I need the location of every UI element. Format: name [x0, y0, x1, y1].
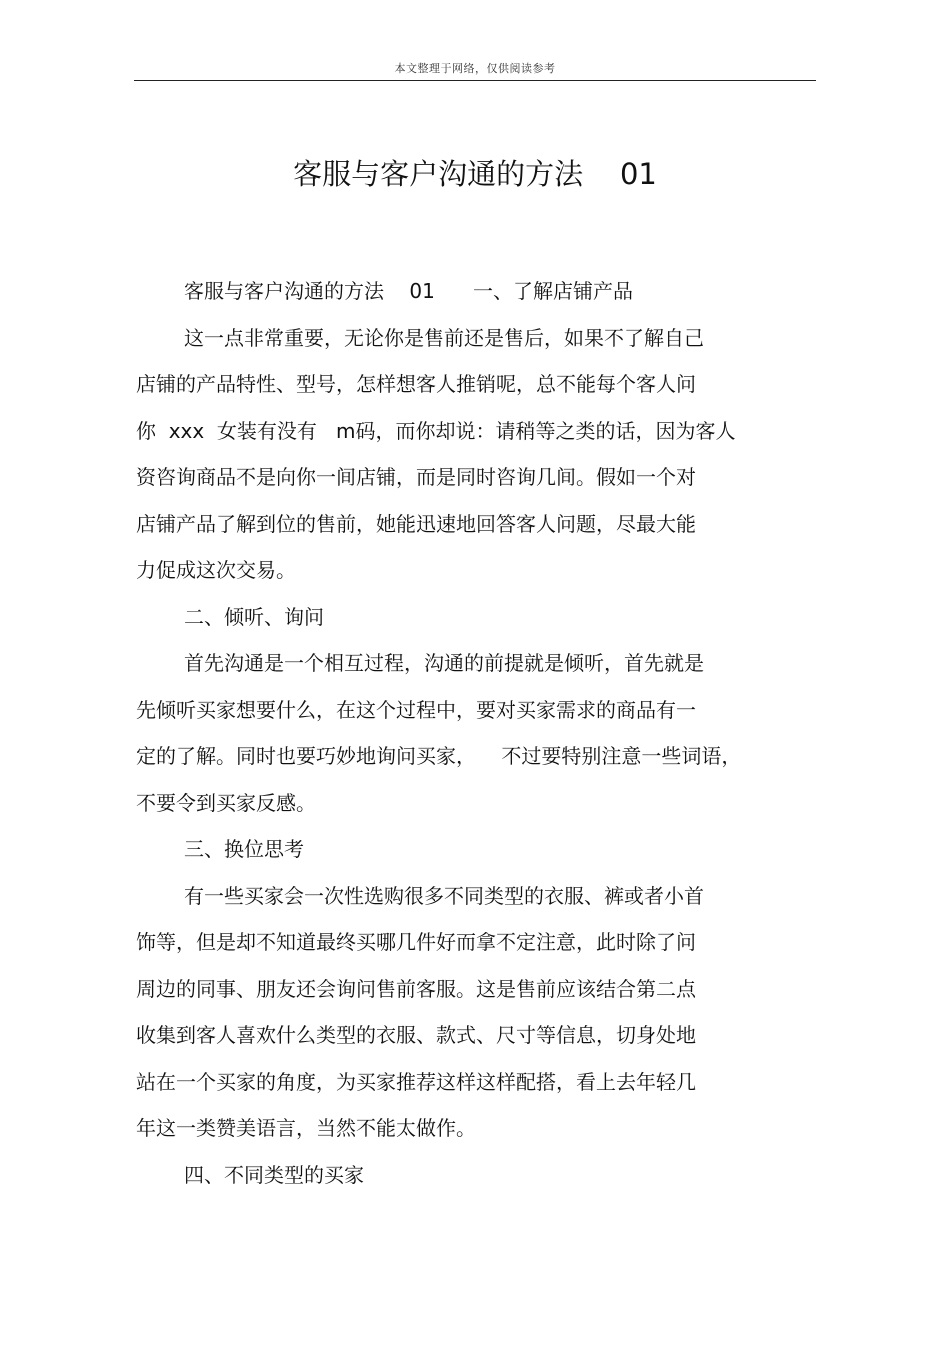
- paragraph-line: 你 xxx 女装有没有 m码，而你却说：请稍等之类的话，因为客人: [136, 418, 736, 443]
- paragraph-line: 收集到客人喜欢什么类型的衣服、款式、尺寸等信息，切身处地: [136, 1023, 696, 1047]
- section-heading-3: 三、换位思考: [184, 837, 304, 861]
- section-heading-4: 四、不同类型的买家: [184, 1162, 364, 1187]
- paragraph-line: 不要令到买家反感。: [136, 790, 316, 815]
- paragraph-line: 资咨询商品不是向你一间店铺，而是同时咨询几间。假如一个对: [136, 465, 696, 489]
- paragraph-line: 先倾听买家想要什么，在这个过程中，要对买家需求的商品有一: [136, 697, 696, 722]
- header-note: 本文整理于网络，仅供阅读参考: [394, 62, 556, 75]
- paragraph-line: 年这一类赞美语言，当然不能太做作。: [136, 1116, 476, 1140]
- paragraph-line: 店铺产品了解到位的售前，她能迅速地回答客人问题，尽最大能: [136, 511, 696, 536]
- section-heading-1: 客服与客户沟通的方法 01 一、了解店铺产品: [184, 279, 634, 303]
- paragraph-line: 力促成这次交易。: [136, 558, 296, 582]
- paragraph-line: 饰等，但是却不知道最终买哪几件好而拿不定注意，此时除了问: [136, 930, 696, 954]
- paragraph-line: 定的了解。同时也要巧妙地询问买家， 不过要特别注意一些词语，: [136, 744, 742, 768]
- paragraph-line: 首先沟通是一个相互过程，沟通的前提就是倾听，首先就是: [184, 651, 704, 675]
- paragraph-line: 有一些买家会一次性选购很多不同类型的衣服、裤或者小首: [184, 883, 704, 908]
- paragraph-line: 站在一个买家的角度，为买家推荐这样这样配搭，看上去年轻几: [136, 1069, 696, 1094]
- paragraph-line: 这一点非常重要，无论你是售前还是售后，如果不了解自己: [184, 325, 704, 350]
- paragraph-line: 店铺的产品特性、型号，怎样想客人推销呢，总不能每个客人问: [136, 372, 696, 396]
- document-title: 客服与客户沟通的方法 01: [293, 157, 657, 191]
- paragraph-line: 周边的同事、朋友还会询问售前客服。这是售前应该结合第二点: [136, 976, 696, 1001]
- header-divider: [134, 80, 816, 81]
- section-heading-2: 二、倾听、询问: [184, 604, 324, 629]
- document-body: [136, 268, 796, 1198]
